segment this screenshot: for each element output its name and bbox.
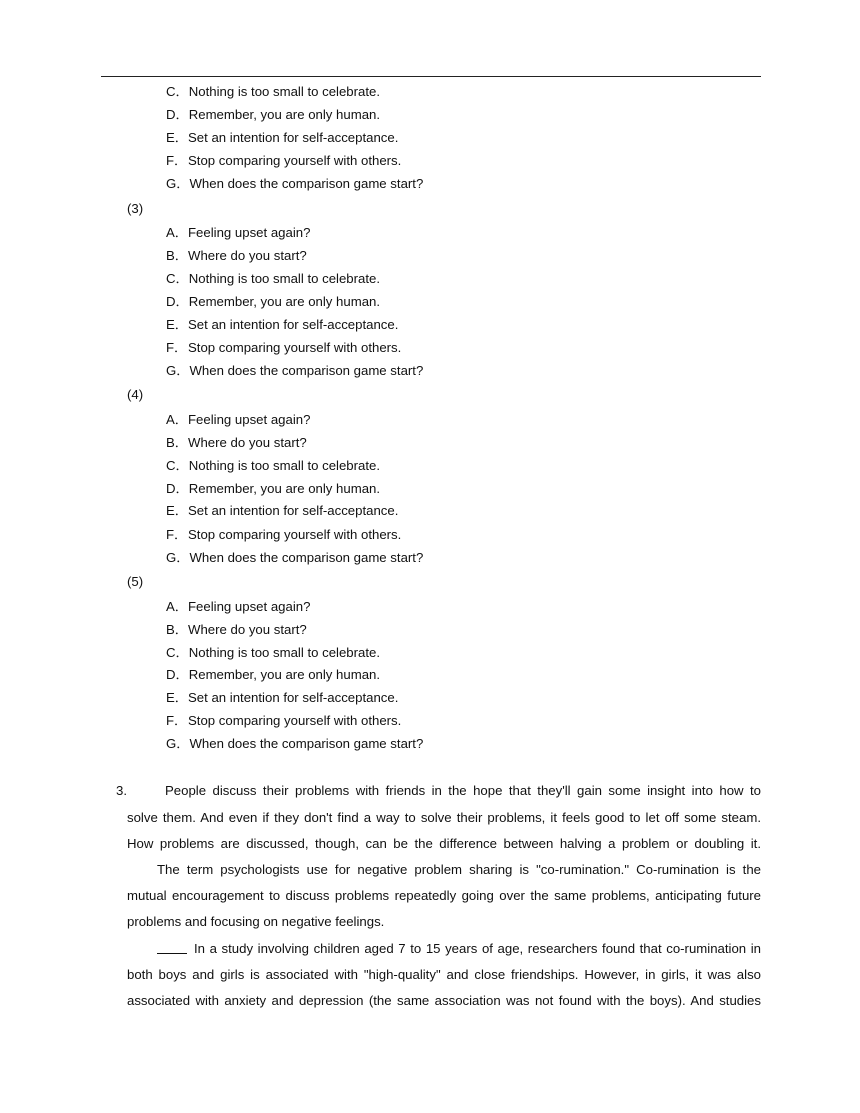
option-d: D．Remember, you are only human. bbox=[166, 481, 381, 496]
paragraph-line: associated with anxiety and depression (the same association was not found with the boys). And studies bbox=[127, 993, 761, 1008]
answer-blank bbox=[157, 941, 193, 958]
option-b: B．Where do you start? bbox=[166, 435, 307, 450]
option-c: C．Nothing is too small to celebrate. bbox=[166, 645, 381, 660]
option-e: E．Set an intention for self-acceptance. bbox=[166, 503, 399, 518]
paragraph-line: solve them. And even if they don't find a way to solve their problems, it feels good to let off some steam. bbox=[127, 810, 761, 825]
option-c: C．Nothing is too small to celebrate. bbox=[166, 458, 381, 473]
option-f: F．Stop comparing yourself with others. bbox=[166, 527, 402, 542]
question-number: 3. bbox=[116, 783, 127, 798]
option-g: G．When does the comparison game start? bbox=[166, 736, 424, 751]
question-label: (5) bbox=[127, 574, 144, 589]
paragraph-line: People discuss their problems with friends in the hope that they'll gain some insight into how to bbox=[165, 783, 761, 798]
paragraph-line: How problems are discussed, though, can be the difference between halving a problem or doubling it. bbox=[127, 836, 761, 851]
paragraph-line: both boys and girls is associated with "high-quality" and close friendships. However, in girls, it was also bbox=[127, 967, 761, 982]
option-f: F．Stop comparing yourself with others. bbox=[166, 153, 402, 168]
option-e: E．Set an intention for self-acceptance. bbox=[166, 130, 399, 145]
option-d: D．Remember, you are only human. bbox=[166, 294, 381, 309]
question-label: (4) bbox=[127, 387, 144, 402]
header-rule bbox=[101, 76, 761, 77]
option-g: G．When does the comparison game start? bbox=[166, 176, 424, 191]
option-d: D．Remember, you are only human. bbox=[166, 667, 381, 682]
option-g: G．When does the comparison game start? bbox=[166, 550, 424, 565]
option-c: C．Nothing is too small to celebrate. bbox=[166, 84, 381, 99]
option-b: B．Where do you start? bbox=[166, 248, 307, 263]
option-e: E．Set an intention for self-acceptance. bbox=[166, 317, 399, 332]
option-g: G．When does the comparison game start? bbox=[166, 363, 424, 378]
option-e: E．Set an intention for self-acceptance. bbox=[166, 690, 399, 705]
option-d: D．Remember, you are only human. bbox=[166, 107, 381, 122]
option-a: A．Feeling upset again? bbox=[166, 412, 311, 427]
paragraph-line: problems and focusing on negative feelings. bbox=[127, 914, 385, 929]
paragraph-line: mutual encouragement to discuss problems repeatedly going over the same problems, anticipating future bbox=[127, 888, 761, 903]
option-f: F．Stop comparing yourself with others. bbox=[166, 713, 402, 728]
option-a: A．Feeling upset again? bbox=[166, 225, 311, 240]
paragraph-line: The term psychologists use for negative problem sharing is "co-rumination." Co-rumination is the bbox=[157, 862, 761, 877]
option-c: C．Nothing is too small to celebrate. bbox=[166, 271, 381, 286]
option-f: F．Stop comparing yourself with others. bbox=[166, 340, 402, 355]
question-label: (3) bbox=[127, 201, 144, 216]
option-b: B．Where do you start? bbox=[166, 622, 307, 637]
paragraph-line: In a study involving children aged 7 to 15 years of age, researchers found that co-rumination in bbox=[194, 941, 761, 956]
option-a: A．Feeling upset again? bbox=[166, 599, 311, 614]
